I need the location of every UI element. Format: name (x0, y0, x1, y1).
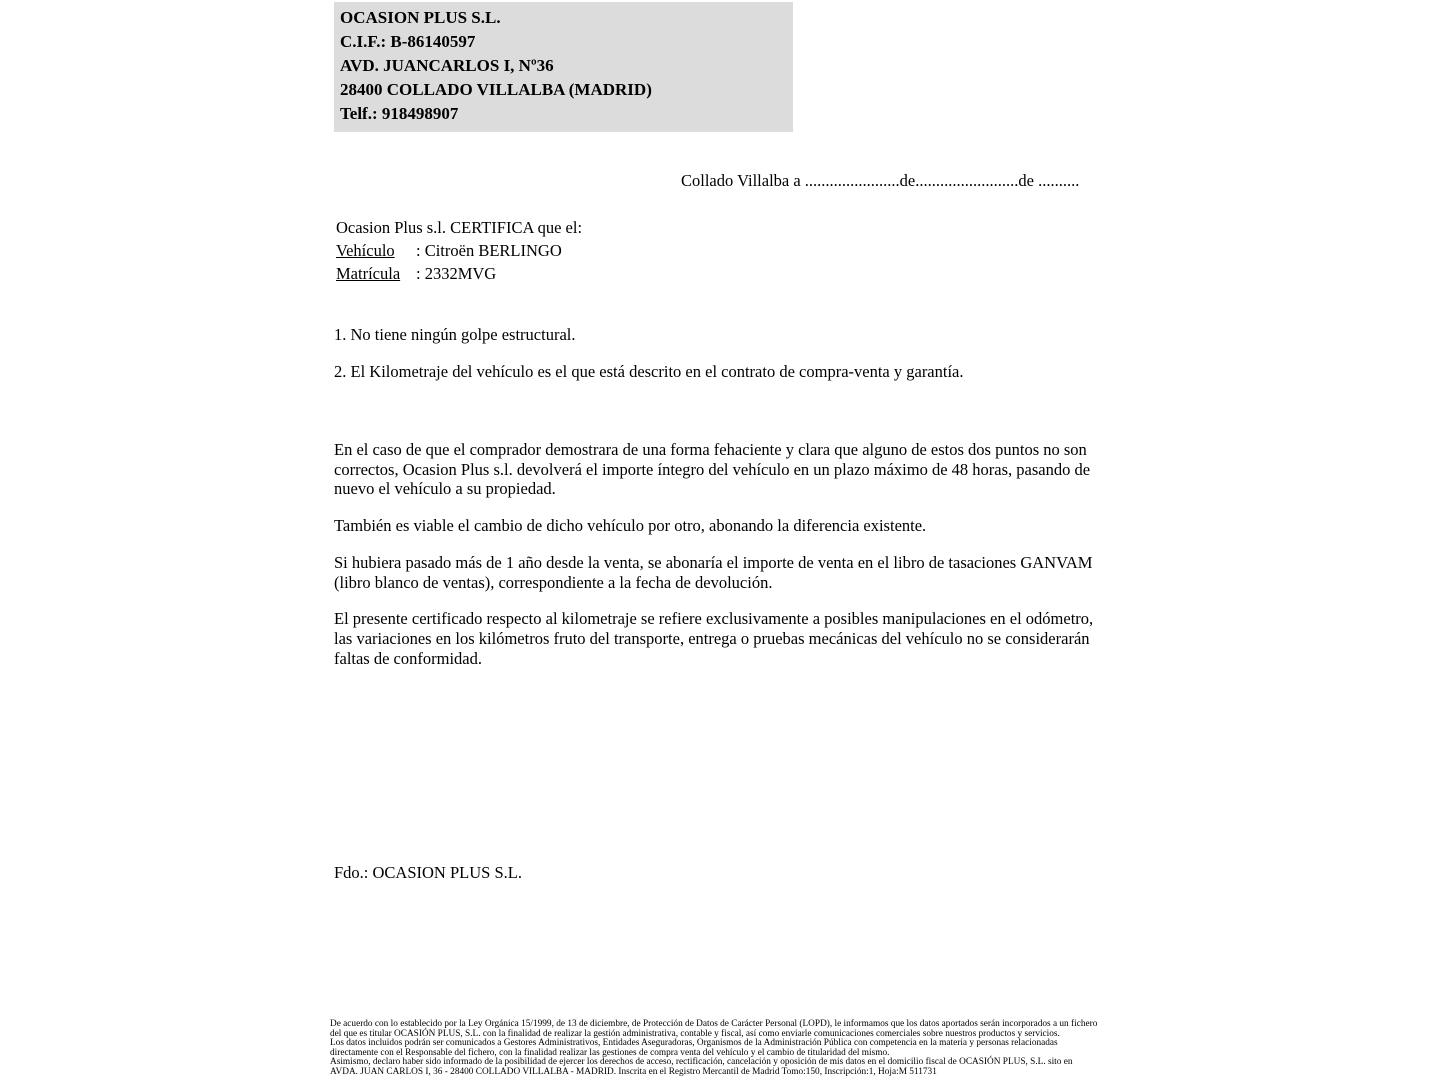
vehicle-value: : Citroën BERLINGO (416, 241, 562, 260)
company-city: 28400 COLLADO VILLALBA (MADRID) (340, 80, 652, 99)
plate-label: Matrícula (336, 264, 401, 283)
date-line: Collado Villalba a .......................de.........................de .......... (681, 171, 1080, 190)
legal-line-lopd: De acuerdo con lo establecido por la Ley Orgánica 15/1999, de 13 de diciembre, de Protección de Datos de Carácter Personal (LOPD), le informamos que los datos aportados serán incorporados a un fichero del que es titular OCASIÓN PLUS, S.L. con la finalidad de realizar la gestión administrativa, contable y fiscal, así como enviarle comunicaciones comerciales sobre nuestros productos y servicios. (330, 1019, 1098, 1039)
vehicle-row (336, 239, 582, 262)
legal-line-rights: Asimismo, declaro haber sido informado de la posibilidad de ejercer los derechos de acceso, rectificación, cancelación y oposición de mis datos en el domicilio fiscal de OCASIÓN PLUS, S.L. sito en AVDA. JUAN CARLOS I, 36 - 28400 COLLADO VILLALBA - MADRID. Inscrita en el Registro Mercantil de Madrid Tomo:150, Inscripción:1, Hoja:M 511731 (330, 1057, 1073, 1077)
vehicle-label-cell (336, 239, 416, 262)
company-header-box (334, 2, 793, 132)
body-text (334, 440, 1096, 685)
vehicle-label: Vehículo (336, 241, 395, 260)
company-phone: Telf.: 918498907 (340, 104, 459, 123)
paragraph-ganvam: Si hubiera pasado más de 1 año desde la venta, se abonaría el importe de venta en el libro de tasaciones GANVAM (libro blanco de ventas), correspondiente a la fecha de devolución. (334, 552, 1093, 592)
plate-label-cell (336, 262, 416, 285)
clause-2: 2. El Kilometraje del vehículo es el que está descrito en el contrato de compra-venta y garantía. (334, 362, 964, 381)
certification-block (336, 216, 582, 285)
paragraph-odometer: El presente certificado respecto al kilometraje se refiere exclusivamente a posibles manipulaciones en el odómetro, las variaciones en los kilómetros fruto del transporte, entrega o pruebas mecánicas del vehículo no se considerarán faltas de conformidad. (334, 609, 1094, 668)
company-address: AVD. JUANCARLOS I, Nº36 (340, 56, 554, 75)
certify-intro: Ocasion Plus s.l. CERTIFICA que el: (336, 218, 583, 237)
paragraph-refund: En el caso de que el comprador demostrara de una forma fehaciente y clara que alguno de estos dos puntos no son correctos, Ocasion Plus s.l. devolverá el importe íntegro del vehículo en un plazo máximo de 48 horas, pasando de nuevo el vehículo a su propiedad. (334, 440, 1091, 499)
clause-1: 1. No tiene ningún golpe estructural. (334, 325, 576, 344)
plate-row (336, 262, 582, 285)
company-name: OCASION PLUS S.L. (340, 8, 501, 27)
legal-line-data-sharing: Los datos incluidos podrán ser comunicados a Gestores Administrativos, Entidades Aseguradoras, Organismos de la Administración Pública con competencia en la materia y personas relacionadas directamente con el Responsable del fichero, con la finalidad realizar las gestiones de compra venta del vehículo y el cambio de titularidad del mismo. (330, 1038, 1058, 1058)
legal-footer (330, 1020, 1102, 1078)
paragraph-exchange: También es viable el cambio de dicho vehículo por otro, abonando la diferencia existente. (334, 516, 927, 536)
plate-value: : 2332MVG (416, 264, 497, 283)
company-cif: C.I.F.: B-86140597 (340, 32, 476, 51)
signature-line: Fdo.: OCASION PLUS S.L. (334, 863, 522, 882)
